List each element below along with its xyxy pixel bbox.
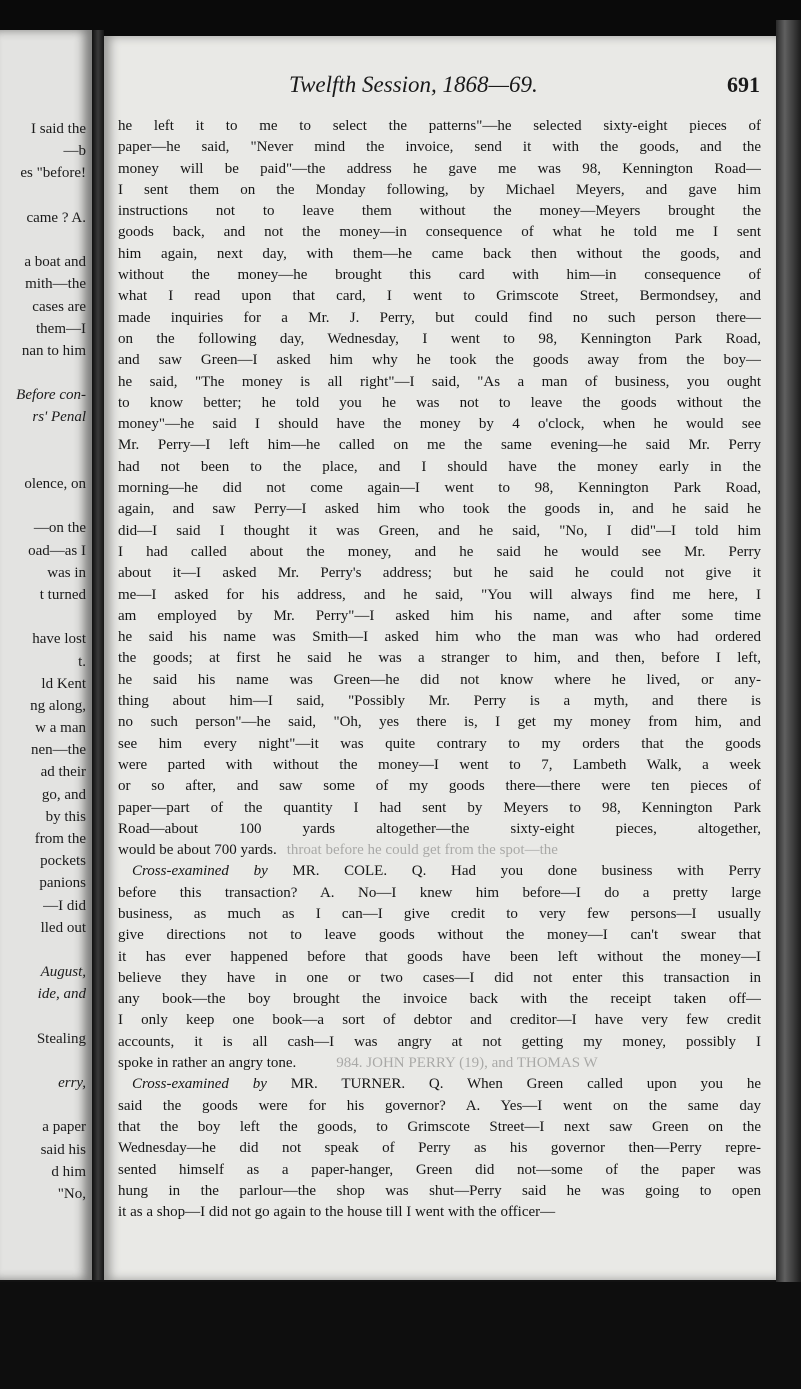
left-page-line: nan to him (21, 342, 86, 359)
body-line: he left it to me to select the patterns"—he selected sixty-eight pieces of (118, 118, 761, 134)
left-page-line (0, 495, 86, 517)
left-page-line (0, 606, 86, 628)
body-line: no such person"—he said, "Oh, yes there is, I get my money from him, and (118, 714, 761, 731)
left-page-line (0, 451, 86, 473)
left-page-line (0, 429, 86, 451)
body-line: before this transaction? A. No—I knew him before—I do a pretty large (118, 884, 761, 901)
body-line: would be about 700 yards. throat before he could get from the spot—the (118, 842, 558, 859)
body-line: instructions not to leave them without the money—Meyers brought the (118, 203, 761, 220)
body-line: had not been to the place, and I should have the money early in the (118, 458, 761, 475)
body-line: and saw Green—I asked him why he took the goods away from the boy— (118, 352, 761, 369)
body-line: paper—he said, "Never mind the invoice, send it with the goods, and the (118, 139, 761, 156)
left-page-line: came ? A. (26, 209, 86, 226)
left-page-line: rs' Penal (32, 409, 86, 426)
left-page-line (0, 362, 86, 384)
left-page-line: w a man (35, 720, 86, 737)
left-page-line: a boat and (24, 254, 86, 271)
body-line: made inquiries for a Mr. J. Perry, but could find no such person there— (118, 309, 761, 326)
left-page-line: oad—as I (28, 542, 86, 559)
body-line: I had called about the money, and he said he would see Mr. Perry (118, 543, 761, 560)
left-page-line: t turned (39, 586, 86, 603)
body-line: said the goods were for his governor? A. Yes—I went on the same day (118, 1097, 761, 1114)
left-page-line: panions (39, 875, 86, 892)
body-line: what I read upon that card, I went to Grimscote Street, Bermondsey, and (118, 288, 761, 305)
left-page-line: —I did (43, 897, 86, 914)
running-head: Twelfth Session, 1868—69. (289, 72, 538, 97)
left-page-line: d him (51, 1163, 86, 1180)
body-line: believe they have in one or two cases—I did not enter this transaction in (118, 969, 761, 986)
right-page (104, 36, 776, 1280)
left-page-line: by this (45, 808, 86, 825)
body-line: morning—he did not come again—I went to 98, Kennington Park Road, (118, 480, 761, 497)
body-line: Mr. Perry—I left him—he called on me the same evening—he said Mr. Perry (118, 437, 761, 454)
body-line: paper—part of the quantity I had sent by Meyers to 98, Kennington Park (118, 799, 761, 816)
left-page-line: Before con- (16, 387, 86, 404)
left-page-line: ad their (40, 764, 86, 781)
left-page-line: August, (40, 964, 86, 981)
body-line: without the money—he brought this card with him—in consequence of (118, 267, 761, 284)
page-body-text (118, 116, 761, 1223)
body-line: did—I said I thought it was Green, and he said, "No, I did"—I told him (118, 522, 761, 539)
body-line: he said, "The money is all right"—I said, "As a man of business, you ought (118, 373, 761, 390)
left-page-line: was in (47, 564, 86, 581)
body-line: I sent them on the Monday following, by Michael Meyers, and gave him (118, 181, 761, 198)
left-page-line: "No, (57, 1186, 86, 1202)
body-line: money"—he said I should have the money by 4 o'clock, when he would see (118, 416, 761, 433)
body-line: he said his name was Smith—I asked him who the man was who had ordered (118, 629, 761, 646)
body-line: the goods; at first he said he was a stranger to him, and then, before I left, (118, 650, 761, 667)
left-page-line: mith—the (25, 276, 86, 293)
body-line: hung in the parlour—the shop was shut—Perry said he was going to open (118, 1182, 761, 1199)
left-page-line: go, and (41, 786, 86, 803)
body-line: me—I asked for his address, and he said, "You will always find me here, I (118, 586, 761, 603)
body-line: he said his name was Green—he did not know where he lived, or any- (118, 671, 761, 688)
left-page-line: —on the (33, 520, 86, 537)
body-line: were parted with without the money—I went to 7, Lambeth Walk, a week (118, 756, 761, 773)
left-page-line: I said the (31, 121, 86, 137)
page-edge-strip (776, 20, 801, 1282)
body-line: goods back, and not the money—in consequence of what he told me I sent (118, 224, 761, 241)
body-line: any book—the boy brought the invoice back with the receipt taken off— (118, 991, 761, 1008)
body-line: Cross-examined by MR. TURNER. Q. When Green called upon you he (132, 1076, 761, 1093)
body-line: money will be paid"—the address he gave me was 98, Kennington Road— (118, 160, 761, 177)
body-line: to know better; he told you he was not to leave the goods without the (118, 394, 761, 411)
left-page-line: cases are (32, 298, 86, 315)
left-page-line: erry, (58, 1075, 86, 1092)
body-line: see him every night"—it was quite contrary to my orders that the goods (118, 735, 761, 752)
body-line: Cross-examined by MR. COLE. Q. Had you done business with Perry (132, 863, 761, 880)
body-line: thing about him—I said, "Possibly Mr. Perry is a myth, and there is (118, 693, 761, 710)
body-line: sented himself as a paper-hanger, Green did not—some of the paper was (118, 1161, 761, 1178)
left-page (0, 30, 92, 1280)
body-line: I only keep one book—a sort of debtor and creditor—I have very few credit (118, 1012, 761, 1029)
left-page-line: ide, and (37, 986, 86, 1003)
body-line: it as a shop—I did not go again to the house till I went with the officer— (118, 1204, 556, 1221)
left-page-line: lled out (40, 919, 86, 936)
left-page-line (0, 229, 86, 251)
body-line: give directions not to leave goods without the money—I can't swear that (118, 927, 761, 944)
body-line: that the boy left the goods, to Grimscote Street—I next saw Green on the (118, 1118, 761, 1135)
body-line: accounts, it is all cash—I was angry at not getting my money, possibly I (118, 1033, 761, 1050)
body-line: him again, next day, with them—he came back then without the goods, and (118, 245, 761, 262)
body-line: again, and saw Perry—I asked him who took the goods in, and he said he (118, 501, 761, 518)
left-page-fragments (0, 118, 86, 1205)
left-page-line: them—I (36, 320, 86, 337)
scan-top-border (0, 0, 801, 40)
body-line: spoke in rather an angry tone. 984. JOHN PERRY (19), and THOMAS W (118, 1055, 598, 1072)
left-page-line: ld Kent (41, 675, 86, 692)
left-page-line (0, 1094, 86, 1116)
left-page-line: —b (63, 143, 86, 160)
left-page-line: Stealing (36, 1030, 86, 1047)
show-through-text-lower: 984. JOHN PERRY (19), and THOMAS W (336, 1055, 598, 1072)
left-page-line (0, 1006, 86, 1028)
scan-bottom-border (0, 1282, 801, 1389)
left-page-line: said his (40, 1141, 86, 1158)
body-line: or so after, and saw some of my goods there—there were ten pieces of (118, 778, 761, 795)
body-line: business, as much as I can—I give credit to very few persons—I usually (118, 905, 761, 922)
body-line: on the following day, Wednesday, I went to 98, Kennington Park Road, (118, 330, 761, 347)
show-through-text-upper: throat before he could get from the spot—the (286, 842, 558, 859)
left-page-line: es "before! (20, 165, 86, 182)
left-page-line: ng along, (30, 697, 86, 714)
body-line: am employed by Mr. Perry"—I asked him his name, and after some time (118, 607, 761, 624)
left-page-line: t. (78, 653, 86, 670)
left-page-line: pockets (40, 853, 86, 870)
left-page-line (0, 1050, 86, 1072)
left-page-line: have lost (32, 631, 86, 648)
left-page-line: a paper (42, 1119, 86, 1136)
page-number: 691 (727, 72, 760, 97)
body-line: about it—I asked Mr. Perry's address; but he said he could not give it (118, 565, 761, 582)
left-page-line: from the (34, 831, 86, 847)
body-line: Road—about 100 yards altogether—the sixty-eight pieces, altogether, (118, 820, 761, 837)
left-page-line: nen—the (31, 742, 86, 759)
book-gutter (92, 30, 104, 1280)
body-line: Wednesday—he did not speak of Perry as his governor then—Perry repre- (118, 1140, 761, 1157)
left-page-line (0, 185, 86, 207)
body-line: it has ever happened before that goods have been left without the money—I (118, 948, 761, 965)
left-page-line (0, 939, 86, 961)
left-page-line: olence, on (24, 476, 86, 492)
